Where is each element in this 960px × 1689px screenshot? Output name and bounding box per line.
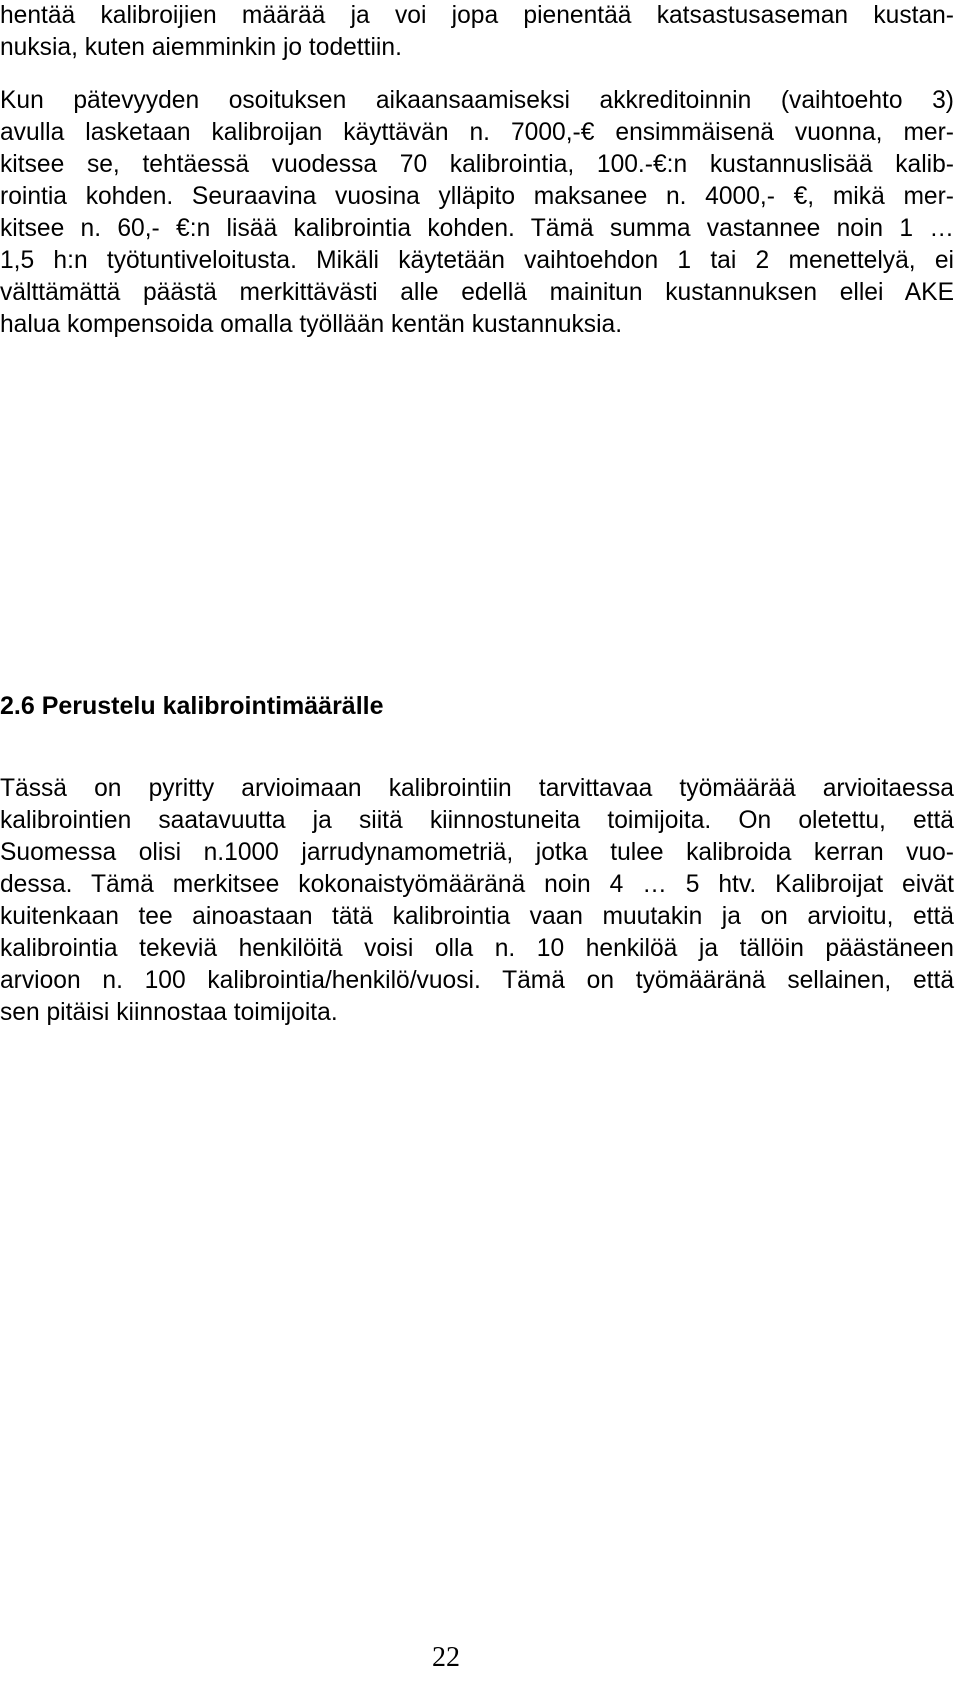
text-line: halua kompensoida omalla työllään kentän kustannuksia.	[0, 311, 623, 338]
text-line: 1,5 h:n työtuntiveloitusta. Mikäli käytetään vaihtoehdon 1 tai 2 menettelyä, ei	[0, 247, 954, 274]
text-line: kitsee n. 60,- €:n lisää kalibrointia kohden. Tämä summa vastannee noin 1 …	[0, 215, 954, 242]
text-line: rointia kohden. Seuraavina vuosina ylläpito maksanee n. 4000,- €, mikä mer-	[0, 183, 954, 210]
text-line: hentää kalibroijien määrää ja voi jopa pienentää katsastusaseman kustan-	[0, 2, 954, 29]
text-line: nuksia, kuten aiemminkin jo todettiin.	[0, 34, 402, 61]
text-line: arvioon n. 100 kalibrointia/henkilö/vuosi. Tämä on työmääränä sellainen, että	[0, 967, 954, 994]
text-line: välttämättä päästä merkittävästi alle edellä mainitun kustannuksen ellei AKE	[0, 279, 954, 306]
text-line: sen pitäisi kiinnostaa toimijoita.	[0, 999, 338, 1026]
section-heading: 2.6 Perustelu kalibrointimäärälle	[0, 692, 384, 720]
text-line: kalibrointien saatavuutta ja siitä kiinnostuneita toimijoita. On oletettu, että	[0, 807, 954, 834]
page-number: 22	[432, 1642, 460, 1673]
text-line: Kun pätevyyden osoituksen aikaansaamiseksi akkreditoinnin (vaihtoehto 3)	[0, 87, 954, 114]
text-line: Tässä on pyritty arvioimaan kalibrointiin tarvittavaa työmäärää arvioitaessa	[0, 775, 954, 802]
text-line: dessa. Tämä merkitsee kokonaistyömääränä noin 4 … 5 htv. Kalibroijat eivät	[0, 871, 954, 898]
text-line: kuitenkaan tee ainoastaan tätä kalibrointia vaan muutakin ja on arvioitu, että	[0, 903, 954, 930]
text-line: kalibrointia tekeviä henkilöitä voisi olla n. 10 henkilöä ja tällöin päästäneen	[0, 935, 954, 962]
text-line: avulla lasketaan kalibroijan käyttävän n. 7000,-€ ensimmäisenä vuonna, mer-	[0, 119, 954, 146]
text-line: kitsee se, tehtäessä vuodessa 70 kalibrointia, 100.-€:n kustannuslisää kalib-	[0, 151, 954, 178]
text-line: Suomessa olisi n.1000 jarrudynamometriä, jotka tulee kalibroida kerran vuo-	[0, 839, 954, 866]
